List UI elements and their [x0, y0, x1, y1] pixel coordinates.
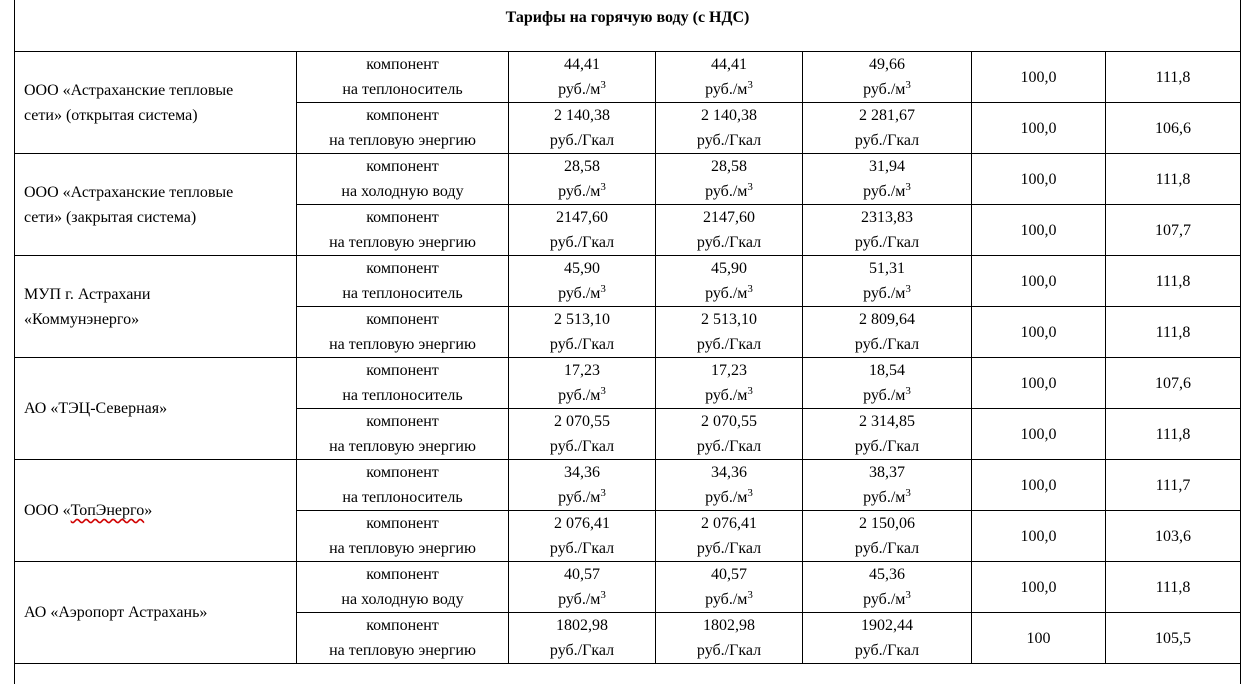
org-name-line2: «Коммунэнерго»: [24, 307, 296, 332]
component-target: на тепловую энергию: [297, 638, 508, 663]
price-cell-1: [509, 409, 656, 460]
component-label: компонент: [297, 256, 508, 281]
unit-superscript: 3: [600, 385, 606, 397]
component-target: на теплоноситель: [297, 383, 508, 408]
unit-superscript: 3: [747, 385, 753, 397]
price-cell-2: [656, 511, 803, 562]
price-unit: [656, 179, 802, 204]
price-unit-text: руб./м: [558, 489, 600, 506]
price-unit-text: руб./м: [558, 285, 600, 302]
price-cell-1: [509, 613, 656, 664]
percent-cell-2: 105,5: [1106, 613, 1241, 664]
unit-superscript: 3: [905, 181, 911, 193]
percent-cell-1: 100,0: [972, 409, 1106, 460]
org-name-cell: [15, 460, 297, 562]
price-cell-3: [803, 52, 972, 103]
unit-superscript: 3: [747, 283, 753, 295]
price-value: 1902,44: [803, 613, 971, 638]
price-value: 2 314,85: [803, 409, 971, 434]
price-value: 17,23: [656, 358, 802, 383]
price-unit-text: руб./Гкал: [697, 336, 761, 353]
unit-superscript: 3: [905, 283, 911, 295]
percent-cell-1: 100,0: [972, 103, 1106, 154]
org-name-line1: МУП г. Астрахани: [24, 282, 296, 307]
price-cell-1: [509, 562, 656, 613]
price-value: 44,41: [509, 52, 655, 77]
price-unit: [656, 281, 802, 306]
unit-superscript: 3: [747, 79, 753, 91]
price-unit: [803, 383, 971, 408]
component-target: на тепловую энергию: [297, 332, 508, 357]
price-unit: [656, 230, 802, 255]
component-cell: [297, 358, 509, 409]
percent-cell-2: 111,8: [1106, 307, 1241, 358]
price-cell-3: [803, 205, 972, 256]
price-unit: [656, 434, 802, 459]
price-value: 2313,83: [803, 205, 971, 230]
price-unit: [656, 77, 802, 102]
percent-cell-1: 100,0: [972, 52, 1106, 103]
price-unit-text: руб./Гкал: [550, 642, 614, 659]
unit-superscript: 3: [747, 589, 753, 601]
price-value: 40,57: [656, 562, 802, 587]
price-unit-text: руб./м: [705, 285, 747, 302]
price-value: 2 809,64: [803, 307, 971, 332]
percent-cell-2: 111,8: [1106, 52, 1241, 103]
unit-superscript: 3: [905, 79, 911, 91]
price-cell-2: [656, 613, 803, 664]
percent-cell-1: 100: [972, 613, 1106, 664]
price-value: 51,31: [803, 256, 971, 281]
component-cell: [297, 613, 509, 664]
unit-superscript: 3: [905, 487, 911, 499]
price-value: 2 076,41: [656, 511, 802, 536]
price-unit: [803, 230, 971, 255]
price-value: 2 070,55: [656, 409, 802, 434]
price-value: 2 281,67: [803, 103, 971, 128]
price-unit-text: руб./м: [558, 183, 600, 200]
org-name-cell: [15, 154, 297, 256]
component-target: на холодную воду: [297, 179, 508, 204]
percent-cell-1: 100,0: [972, 205, 1106, 256]
price-unit-text: руб./Гкал: [550, 132, 614, 149]
price-unit-text: руб./Гкал: [697, 234, 761, 251]
org-name-cell: [15, 52, 297, 154]
price-unit: [803, 281, 971, 306]
price-cell-3: [803, 103, 972, 154]
price-unit: [509, 485, 655, 510]
price-cell-2: [656, 409, 803, 460]
price-unit-text: руб./м: [705, 183, 747, 200]
price-unit: [509, 281, 655, 306]
table-title-text: Тарифы на горячую воду (с НДС): [15, 5, 1240, 30]
component-target: на теплоноситель: [297, 281, 508, 306]
component-label: компонент: [297, 103, 508, 128]
price-unit-text: руб./м: [863, 489, 905, 506]
price-unit: [803, 485, 971, 510]
unit-superscript: 3: [747, 487, 753, 499]
price-cell-2: [656, 103, 803, 154]
table-row-partial: [15, 664, 1241, 684]
component-target: на теплоноситель: [297, 485, 508, 510]
price-cell-3: [803, 307, 972, 358]
price-cell-2: [656, 205, 803, 256]
price-unit: [509, 230, 655, 255]
component-cell: [297, 562, 509, 613]
percent-cell-2: 103,6: [1106, 511, 1241, 562]
price-value: 45,90: [656, 256, 802, 281]
price-unit-text: руб./м: [705, 591, 747, 608]
percent-cell-2: 107,7: [1106, 205, 1241, 256]
price-value: 2 140,38: [509, 103, 655, 128]
price-cell-3: [803, 154, 972, 205]
price-unit-text: руб./Гкал: [855, 336, 919, 353]
price-unit: [803, 179, 971, 204]
component-cell: [297, 154, 509, 205]
price-unit: [803, 332, 971, 357]
org-name-line1: ООО «ТопЭнерго»: [24, 498, 296, 523]
component-label: компонент: [297, 205, 508, 230]
price-cell-1: [509, 205, 656, 256]
price-cell-3: [803, 409, 972, 460]
price-cell-2: [656, 307, 803, 358]
price-unit: [509, 434, 655, 459]
org-name-line1: АО «Аэропорт Астрахань»: [24, 600, 296, 625]
price-unit: [656, 128, 802, 153]
price-unit: [509, 638, 655, 663]
unit-superscript: 3: [600, 283, 606, 295]
price-unit-text: руб./м: [558, 81, 600, 98]
tariff-table: [14, 0, 1241, 684]
percent-cell-2: 111,8: [1106, 256, 1241, 307]
org-name-line2: сети» (закрытая система): [24, 205, 296, 230]
unit-superscript: 3: [600, 589, 606, 601]
component-cell: [297, 103, 509, 154]
price-value: 2 140,38: [656, 103, 802, 128]
price-value: 2 150,06: [803, 511, 971, 536]
table-row: [15, 154, 1241, 205]
component-cell: [297, 52, 509, 103]
price-unit-text: руб./Гкал: [855, 438, 919, 455]
component-cell: [297, 256, 509, 307]
price-value: 34,36: [509, 460, 655, 485]
percent-cell-2: 111,8: [1106, 409, 1241, 460]
price-cell-1: [509, 511, 656, 562]
price-unit-text: руб./Гкал: [697, 540, 761, 557]
price-value: 31,94: [803, 154, 971, 179]
percent-cell-2: 107,6: [1106, 358, 1241, 409]
price-cell-2: [656, 154, 803, 205]
percent-cell-1: 100,0: [972, 256, 1106, 307]
price-value: 2147,60: [656, 205, 802, 230]
price-value: 2 070,55: [509, 409, 655, 434]
price-cell-1: [509, 256, 656, 307]
component-cell: [297, 205, 509, 256]
price-value: 1802,98: [509, 613, 655, 638]
price-cell-1: [509, 154, 656, 205]
price-cell-1: [509, 103, 656, 154]
price-cell-1: [509, 307, 656, 358]
price-unit: [656, 485, 802, 510]
unit-superscript: 3: [600, 79, 606, 91]
org-name-cell: [15, 256, 297, 358]
price-value: 40,57: [509, 562, 655, 587]
percent-cell-1: 100,0: [972, 154, 1106, 205]
component-label: компонент: [297, 154, 508, 179]
price-cell-3: [803, 511, 972, 562]
price-value: 38,37: [803, 460, 971, 485]
price-unit-text: руб./Гкал: [855, 642, 919, 659]
price-unit: [803, 536, 971, 561]
component-cell: [297, 511, 509, 562]
component-label: компонент: [297, 613, 508, 638]
percent-cell-2: 111,8: [1106, 562, 1241, 613]
table-row: [15, 358, 1241, 409]
price-unit-text: руб./м: [863, 81, 905, 98]
price-unit: [656, 332, 802, 357]
price-unit-text: руб./Гкал: [855, 540, 919, 557]
price-unit-text: руб./м: [558, 387, 600, 404]
percent-cell-2: 106,6: [1106, 103, 1241, 154]
percent-cell-1: 100,0: [972, 511, 1106, 562]
component-label: компонент: [297, 562, 508, 587]
component-cell: [297, 409, 509, 460]
price-value: 17,23: [509, 358, 655, 383]
component-label: компонент: [297, 511, 508, 536]
price-unit: [509, 128, 655, 153]
price-unit-text: руб./м: [705, 81, 747, 98]
spellcheck-marked-word: ТопЭнерго: [71, 502, 145, 519]
component-target: на тепловую энергию: [297, 128, 508, 153]
price-cell-3: [803, 562, 972, 613]
price-cell-2: [656, 562, 803, 613]
unit-superscript: 3: [600, 181, 606, 193]
partial-row-cell: [15, 664, 1241, 684]
percent-cell-2: 111,7: [1106, 460, 1241, 511]
org-name-cell: [15, 562, 297, 664]
component-target: на тепловую энергию: [297, 536, 508, 561]
price-value: 45,90: [509, 256, 655, 281]
price-cell-1: [509, 52, 656, 103]
org-name-line2: сети» (открытая система): [24, 103, 296, 128]
price-unit: [509, 332, 655, 357]
price-unit-text: руб./м: [863, 387, 905, 404]
price-unit-text: руб./Гкал: [697, 438, 761, 455]
price-cell-2: [656, 460, 803, 511]
price-unit-text: руб./м: [863, 591, 905, 608]
component-target: на холодную воду: [297, 587, 508, 612]
price-unit-text: руб./Гкал: [697, 642, 761, 659]
price-unit-text: руб./м: [863, 285, 905, 302]
percent-cell-1: 100,0: [972, 562, 1106, 613]
table-title: [15, 0, 1241, 52]
price-unit: [803, 638, 971, 663]
price-unit-text: руб./м: [558, 591, 600, 608]
unit-superscript: 3: [747, 181, 753, 193]
unit-superscript: 3: [600, 487, 606, 499]
price-unit-text: руб./Гкал: [855, 132, 919, 149]
price-cell-1: [509, 460, 656, 511]
price-value: 45,36: [803, 562, 971, 587]
component-label: компонент: [297, 307, 508, 332]
price-cell-1: [509, 358, 656, 409]
component-target: на тепловую энергию: [297, 434, 508, 459]
price-unit-text: руб./Гкал: [855, 234, 919, 251]
price-value: 28,58: [509, 154, 655, 179]
percent-cell-1: 100,0: [972, 307, 1106, 358]
org-name-line1: АО «ТЭЦ-Северная»: [24, 396, 296, 421]
price-value: 18,54: [803, 358, 971, 383]
price-unit-text: руб./м: [863, 183, 905, 200]
component-label: компонент: [297, 52, 508, 77]
component-target: на тепловую энергию: [297, 230, 508, 255]
price-cell-3: [803, 460, 972, 511]
price-value: 2 076,41: [509, 511, 655, 536]
price-cell-3: [803, 613, 972, 664]
table-row: [15, 562, 1241, 613]
price-cell-2: [656, 358, 803, 409]
price-value: 2 513,10: [509, 307, 655, 332]
price-unit-text: руб./Гкал: [550, 540, 614, 557]
price-unit-text: руб./Гкал: [550, 336, 614, 353]
org-name-line1: ООО «Астраханские тепловые: [24, 78, 296, 103]
component-cell: [297, 460, 509, 511]
percent-cell-1: 100,0: [972, 358, 1106, 409]
price-value: 2147,60: [509, 205, 655, 230]
price-unit: [509, 383, 655, 408]
price-unit-text: руб./Гкал: [697, 132, 761, 149]
component-cell: [297, 307, 509, 358]
component-label: компонент: [297, 409, 508, 434]
org-name-line1: ООО «Астраханские тепловые: [24, 180, 296, 205]
component-label: компонент: [297, 460, 508, 485]
org-name-cell: [15, 358, 297, 460]
price-value: 34,36: [656, 460, 802, 485]
price-unit: [509, 536, 655, 561]
table-row: [15, 460, 1241, 511]
price-unit: [509, 587, 655, 612]
price-unit-text: руб./Гкал: [550, 438, 614, 455]
price-unit: [656, 383, 802, 408]
price-cell-2: [656, 256, 803, 307]
component-label: компонент: [297, 358, 508, 383]
price-unit: [509, 179, 655, 204]
price-value: 1802,98: [656, 613, 802, 638]
price-unit: [509, 77, 655, 102]
price-cell-2: [656, 52, 803, 103]
price-unit-text: руб./м: [705, 387, 747, 404]
price-unit: [656, 536, 802, 561]
price-unit: [656, 638, 802, 663]
price-cell-3: [803, 358, 972, 409]
table-row: [15, 52, 1241, 103]
price-value: 2 513,10: [656, 307, 802, 332]
percent-cell-2: 111,8: [1106, 154, 1241, 205]
price-unit: [803, 434, 971, 459]
price-value: 49,66: [803, 52, 971, 77]
price-unit: [803, 77, 971, 102]
price-unit: [803, 128, 971, 153]
price-unit-text: руб./Гкал: [550, 234, 614, 251]
price-unit: [656, 587, 802, 612]
price-cell-3: [803, 256, 972, 307]
unit-superscript: 3: [905, 589, 911, 601]
price-unit-text: руб./м: [705, 489, 747, 506]
table-row: [15, 256, 1241, 307]
unit-superscript: 3: [905, 385, 911, 397]
price-value: 28,58: [656, 154, 802, 179]
component-target: на теплоноситель: [297, 77, 508, 102]
percent-cell-1: 100,0: [972, 460, 1106, 511]
price-unit: [803, 587, 971, 612]
price-value: 44,41: [656, 52, 802, 77]
